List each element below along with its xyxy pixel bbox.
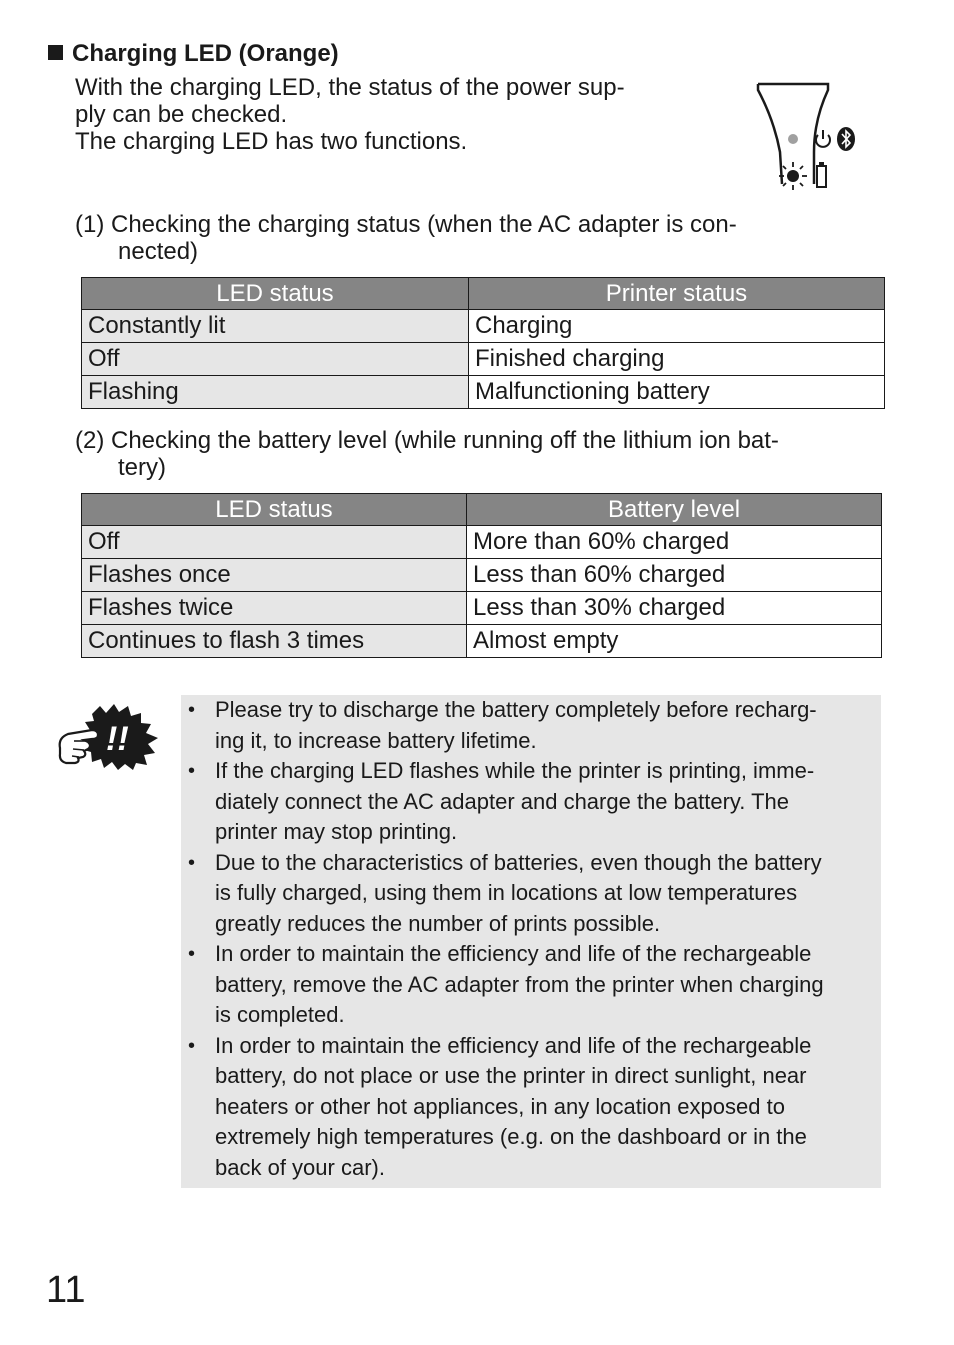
table-row bbox=[82, 592, 882, 625]
led-status-cell: Continues to flash 3 times bbox=[82, 625, 467, 658]
note-line: diately connect the AC adapter and charge the battery. The bbox=[215, 788, 790, 814]
led-status-cell: Constantly lit bbox=[82, 310, 469, 343]
notes-box bbox=[181, 695, 881, 1188]
intro-line: ply can be checked. bbox=[75, 101, 288, 128]
list-item bbox=[181, 1031, 873, 1184]
list-item bbox=[181, 939, 873, 1031]
battery-level-title bbox=[75, 427, 895, 481]
printer-status-cell: Charging bbox=[469, 310, 885, 343]
column-header: LED status bbox=[82, 494, 467, 526]
note-line: extremely high temperatures (e.g. on the dashboard or in the bbox=[215, 1124, 807, 1149]
table-header-row bbox=[82, 278, 885, 310]
bluetooth-icon bbox=[837, 127, 855, 151]
list-item bbox=[181, 756, 873, 848]
column-header: Printer status bbox=[469, 278, 885, 310]
led-panel-illustration bbox=[752, 80, 862, 195]
table-row bbox=[82, 625, 882, 658]
printer-status-cell: Finished charging bbox=[469, 343, 885, 376]
title-line: tery) bbox=[118, 454, 166, 481]
title-line: (2) Checking the battery level (while running off the lithium ion bat- bbox=[75, 427, 779, 454]
note-line: ing it, to increase battery lifetime. bbox=[215, 727, 537, 753]
section-heading bbox=[48, 38, 339, 70]
intro-line: With the charging LED, the status of the power sup- bbox=[75, 74, 625, 101]
page-number: 11 bbox=[46, 1269, 86, 1311]
note-line: battery, do not place or use the printer in direct sunlight, near bbox=[215, 1063, 807, 1088]
caution-hand-icon bbox=[54, 704, 164, 770]
note-line: is completed. bbox=[215, 1002, 345, 1027]
list-item bbox=[181, 848, 873, 940]
flashing-led-icon bbox=[779, 162, 807, 190]
battery-level-cell: Less than 60% charged bbox=[467, 559, 882, 592]
table-row bbox=[82, 526, 882, 559]
note-line: greatly reduces the number of prints possible. bbox=[215, 910, 661, 936]
battery-icon bbox=[817, 162, 826, 187]
title-line: nected) bbox=[118, 238, 199, 265]
note-line: • If the charging LED flashes while the printer is printing, imme- bbox=[215, 758, 815, 783]
battery-level-cell: Almost empty bbox=[467, 625, 882, 658]
table-header-row bbox=[82, 494, 882, 526]
note-line: heaters or other hot appliances, in any location exposed to bbox=[215, 1093, 785, 1119]
intro-line: The charging LED has two functions. bbox=[75, 128, 468, 155]
heading-text: Charging LED (Orange) bbox=[72, 40, 339, 67]
table-row bbox=[82, 310, 885, 343]
column-header: LED status bbox=[82, 278, 469, 310]
led-status-cell: Off bbox=[82, 526, 467, 559]
table-row bbox=[82, 343, 885, 376]
note-line: printer may stop printing. bbox=[215, 819, 458, 844]
printer-status-cell: Malfunctioning battery bbox=[469, 376, 885, 409]
square-bullet-icon bbox=[48, 45, 63, 60]
title-line: (1) Checking the charging status (when the AC adapter is con- bbox=[75, 211, 737, 238]
panel-outline-left bbox=[758, 84, 782, 184]
note-line: • In order to maintain the efficiency and life of the rechargeable bbox=[215, 941, 812, 966]
list-item bbox=[181, 695, 873, 756]
note-line: • Due to the characteristics of batteries, even though the battery bbox=[215, 849, 822, 875]
charging-status-title bbox=[75, 211, 895, 265]
led-status-cell: Off bbox=[82, 343, 469, 376]
note-line: is fully charged, using them in locations at low temperatures bbox=[215, 880, 798, 905]
exclamation-marks: !! bbox=[106, 720, 129, 758]
note-line: • Please try to discharge the battery completely before recharg- bbox=[215, 697, 817, 722]
notes-list bbox=[181, 695, 873, 1183]
charging-status-table bbox=[81, 277, 885, 409]
note-line: back of your car). bbox=[215, 1154, 385, 1180]
unlit-led-icon bbox=[788, 134, 798, 144]
note-line: • In order to maintain the efficiency and life of the rechargeable bbox=[215, 1032, 812, 1058]
power-icon bbox=[816, 130, 830, 147]
table-row bbox=[82, 559, 882, 592]
led-status-cell: Flashing bbox=[82, 376, 469, 409]
battery-level-cell: Less than 30% charged bbox=[467, 592, 882, 625]
column-header: Battery level bbox=[467, 494, 882, 526]
note-line: battery, remove the AC adapter from the printer when charging bbox=[215, 971, 824, 997]
table-row bbox=[82, 376, 885, 409]
battery-level-table bbox=[81, 493, 882, 658]
led-status-cell: Flashes once bbox=[82, 559, 467, 592]
battery-level-cell: More than 60% charged bbox=[467, 526, 882, 559]
intro-paragraph bbox=[75, 74, 715, 155]
led-status-cell: Flashes twice bbox=[82, 592, 467, 625]
